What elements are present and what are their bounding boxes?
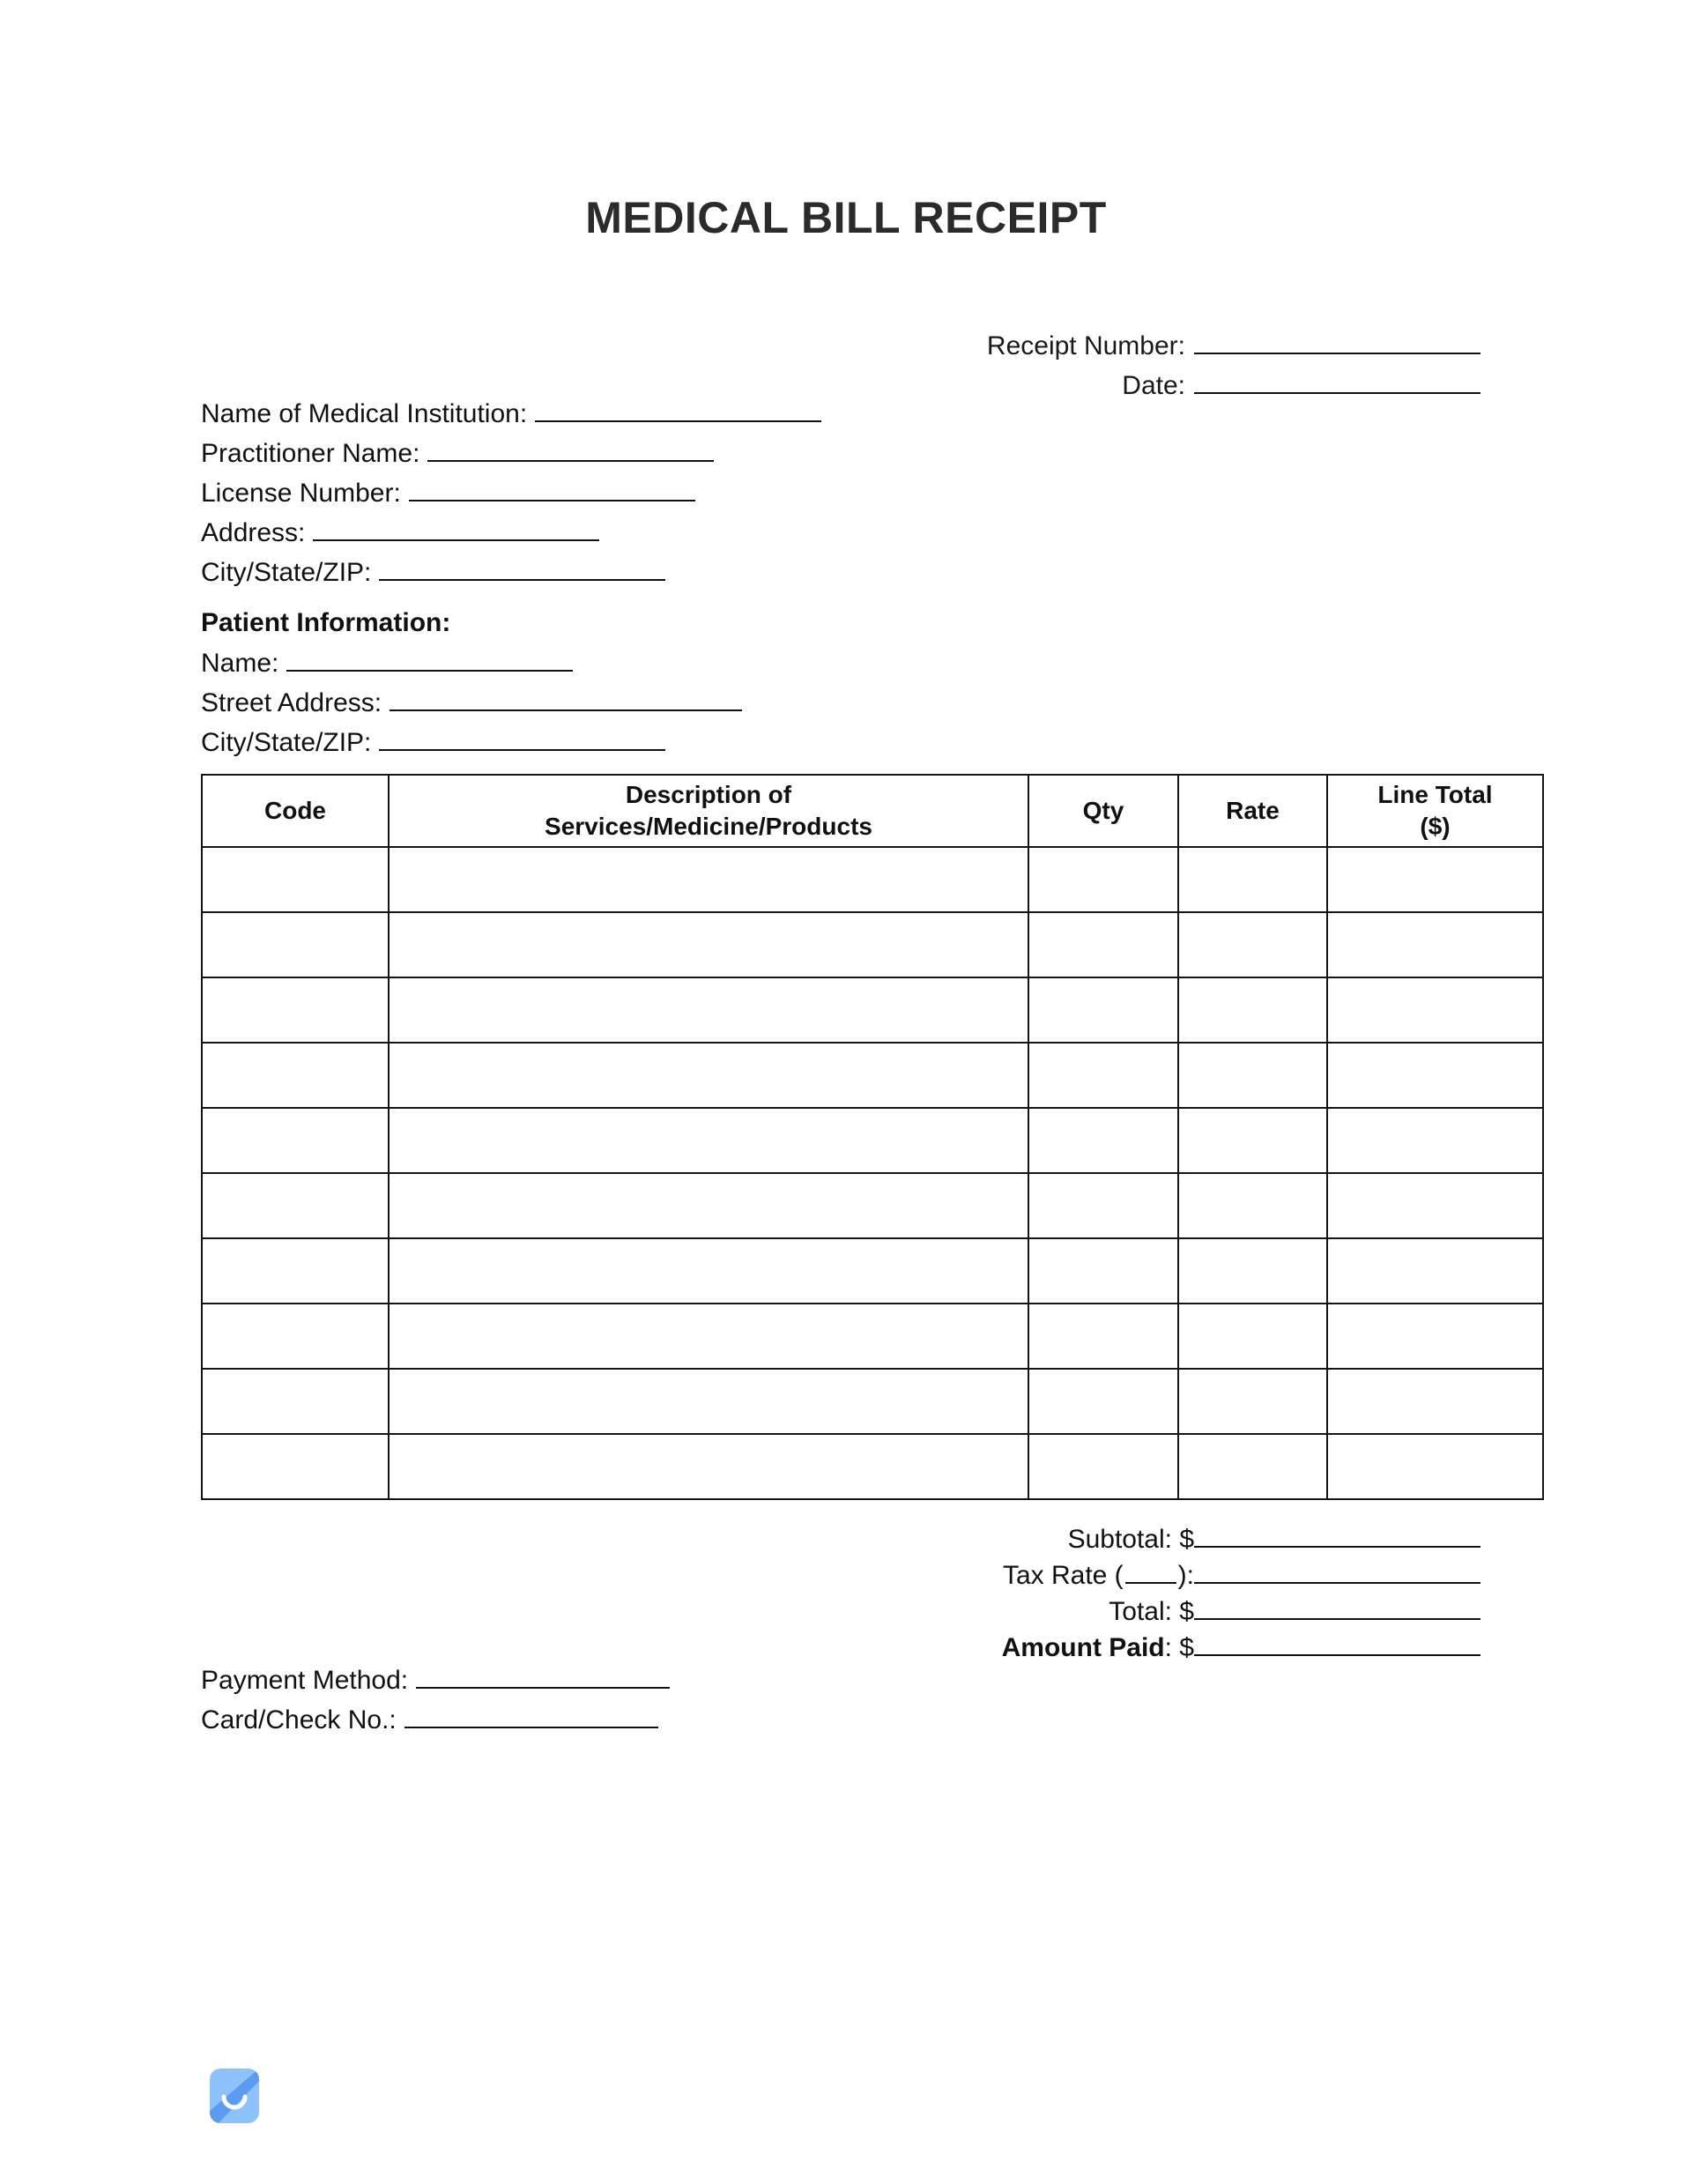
table-cell-line_total[interactable] — [1327, 912, 1543, 977]
table-cell-rate[interactable] — [1178, 977, 1327, 1043]
table-cell-description[interactable] — [389, 1173, 1028, 1238]
patient-street-address-field — [201, 683, 742, 723]
table-cell-code[interactable] — [202, 977, 389, 1043]
column-header-qty: Qty — [1028, 775, 1178, 847]
receipt-number-field — [201, 326, 1480, 366]
table-cell-line_total[interactable] — [1327, 1173, 1543, 1238]
payment-block — [201, 1660, 670, 1740]
payment-method-blank[interactable] — [416, 1660, 670, 1689]
patient-city-state-zip-label: City/State/ZIP: — [201, 728, 372, 757]
patient-street-address-label: Street Address: — [201, 688, 382, 717]
practitioner-name-label: Practitioner Name: — [201, 439, 420, 468]
page-title: MEDICAL BILL RECEIPT — [585, 193, 1107, 242]
table-cell-qty[interactable] — [1028, 1043, 1178, 1108]
patient-information-block — [201, 603, 742, 762]
table-row — [202, 1238, 1543, 1304]
table-row — [202, 977, 1543, 1043]
table-cell-code[interactable] — [202, 912, 389, 977]
table-cell-code[interactable] — [202, 1108, 389, 1173]
subtotal-row — [201, 1521, 1480, 1557]
total-blank[interactable] — [1194, 1593, 1480, 1620]
table-cell-line_total[interactable] — [1327, 1434, 1543, 1499]
table-cell-qty[interactable] — [1028, 977, 1178, 1043]
column-header-line-total — [1327, 775, 1543, 847]
institution-name-label: Name of Medical Institution: — [201, 399, 528, 428]
table-cell-code[interactable] — [202, 1434, 389, 1499]
license-number-blank[interactable] — [409, 473, 695, 501]
tax-rate-label-suffix: ): — [1177, 1561, 1194, 1590]
table-cell-description[interactable] — [389, 1238, 1028, 1304]
table-cell-code[interactable] — [202, 1369, 389, 1434]
table-row — [202, 912, 1543, 977]
amount-paid-blank[interactable] — [1194, 1630, 1480, 1656]
table-cell-description[interactable] — [389, 1043, 1028, 1108]
institution-address-blank[interactable] — [313, 513, 599, 541]
patient-city-state-zip-field — [201, 723, 742, 762]
table-row — [202, 1043, 1543, 1108]
table-cell-description[interactable] — [389, 1369, 1028, 1434]
column-header-description — [389, 775, 1028, 847]
table-cell-description[interactable] — [389, 1108, 1028, 1173]
table-header-row — [202, 775, 1543, 847]
receipt-number-label: Receipt Number: — [986, 331, 1185, 360]
column-header-rate: Rate — [1178, 775, 1327, 847]
patient-city-state-zip-blank[interactable] — [379, 723, 665, 751]
table-cell-code[interactable] — [202, 1304, 389, 1369]
table-cell-code[interactable] — [202, 1173, 389, 1238]
table-row — [202, 1173, 1543, 1238]
table-row — [202, 847, 1543, 912]
table-cell-line_total[interactable] — [1327, 1304, 1543, 1369]
line-items-table — [201, 774, 1544, 1500]
table-cell-qty[interactable] — [1028, 1434, 1178, 1499]
tax-rate-percent-blank[interactable] — [1125, 1563, 1176, 1584]
table-cell-line_total[interactable] — [1327, 1108, 1543, 1173]
table-cell-qty[interactable] — [1028, 847, 1178, 912]
institution-address-label: Address: — [201, 518, 306, 547]
institution-name-field — [201, 394, 821, 434]
table-cell-code[interactable] — [202, 1043, 389, 1108]
table-cell-rate[interactable] — [1178, 1238, 1327, 1304]
table-cell-description[interactable] — [389, 912, 1028, 977]
payment-method-label: Payment Method: — [201, 1666, 409, 1695]
license-number-field — [201, 473, 821, 513]
patient-information-heading: Patient Information: — [201, 608, 451, 637]
institution-city-state-zip-field — [201, 553, 821, 592]
table-cell-description[interactable] — [389, 1304, 1028, 1369]
table-cell-rate[interactable] — [1178, 912, 1327, 977]
table-cell-description[interactable] — [389, 1434, 1028, 1499]
table-cell-description[interactable] — [389, 977, 1028, 1043]
table-body — [202, 847, 1543, 1499]
table-cell-qty[interactable] — [1028, 1304, 1178, 1369]
table-cell-qty[interactable] — [1028, 1369, 1178, 1434]
column-header-line-total-line2: ($) — [1420, 813, 1451, 840]
table-cell-line_total[interactable] — [1327, 1369, 1543, 1434]
tax-rate-label-prefix: Tax Rate ( — [1002, 1561, 1124, 1590]
license-number-label: License Number: — [201, 479, 401, 508]
practitioner-name-field — [201, 434, 821, 473]
patient-name-field — [201, 643, 742, 683]
table-row — [202, 1108, 1543, 1173]
institution-name-blank[interactable] — [535, 394, 821, 422]
total-label: Total: $ — [1109, 1597, 1194, 1626]
table-cell-line_total[interactable] — [1327, 1238, 1543, 1304]
receipt-number-blank[interactable] — [1194, 328, 1480, 354]
table-cell-line_total[interactable] — [1327, 977, 1543, 1043]
table-cell-description[interactable] — [389, 847, 1028, 912]
date-label: Date: — [1122, 371, 1185, 400]
table-cell-rate[interactable] — [1178, 1108, 1327, 1173]
totals-block — [201, 1521, 1480, 1666]
subtotal-label: Subtotal: $ — [1067, 1525, 1194, 1554]
table-cell-qty[interactable] — [1028, 1238, 1178, 1304]
card-check-number-blank[interactable] — [404, 1700, 658, 1728]
amount-paid-label: Amount Paid — [1001, 1633, 1165, 1662]
table-cell-rate[interactable] — [1178, 1369, 1327, 1434]
document-smile-logo-icon — [210, 2069, 259, 2123]
practitioner-name-blank[interactable] — [427, 434, 714, 462]
institution-block — [201, 394, 821, 592]
total-row — [201, 1593, 1480, 1630]
institution-city-state-zip-label: City/State/ZIP: — [201, 558, 372, 587]
table-cell-line_total[interactable] — [1327, 847, 1543, 912]
table-row — [202, 1434, 1543, 1499]
table-cell-rate[interactable] — [1178, 847, 1327, 912]
date-blank[interactable] — [1194, 368, 1480, 394]
table-cell-rate[interactable] — [1178, 1434, 1327, 1499]
table-cell-code[interactable] — [202, 847, 389, 912]
column-header-code: Code — [202, 775, 389, 847]
patient-name-label: Name: — [201, 649, 279, 678]
table-row — [202, 1369, 1543, 1434]
institution-city-state-zip-blank[interactable] — [379, 553, 665, 581]
table-cell-rate[interactable] — [1178, 1173, 1327, 1238]
table-cell-code[interactable] — [202, 1238, 389, 1304]
patient-street-address-blank[interactable] — [390, 683, 742, 711]
column-header-description-line1: Description of — [625, 781, 792, 808]
tax-rate-amount-blank[interactable] — [1194, 1557, 1480, 1584]
table-cell-qty[interactable] — [1028, 1108, 1178, 1173]
table-cell-line_total[interactable] — [1327, 1043, 1543, 1108]
table-cell-qty[interactable] — [1028, 1173, 1178, 1238]
institution-address-field — [201, 513, 821, 553]
card-check-number-label: Card/Check No.: — [201, 1705, 397, 1735]
amount-paid-label-suffix: : $ — [1164, 1633, 1194, 1662]
table-cell-rate[interactable] — [1178, 1043, 1327, 1108]
column-header-description-line2: Services/Medicine/Products — [545, 813, 872, 840]
column-header-line-total-line1: Line Total — [1377, 781, 1493, 808]
card-check-number-field — [201, 1700, 670, 1740]
table-cell-rate[interactable] — [1178, 1304, 1327, 1369]
tax-rate-row — [201, 1557, 1480, 1593]
subtotal-blank[interactable] — [1194, 1521, 1480, 1548]
table-cell-qty[interactable] — [1028, 912, 1178, 977]
patient-name-blank[interactable] — [286, 643, 573, 672]
payment-method-field — [201, 1660, 670, 1700]
table-row — [202, 1304, 1543, 1369]
